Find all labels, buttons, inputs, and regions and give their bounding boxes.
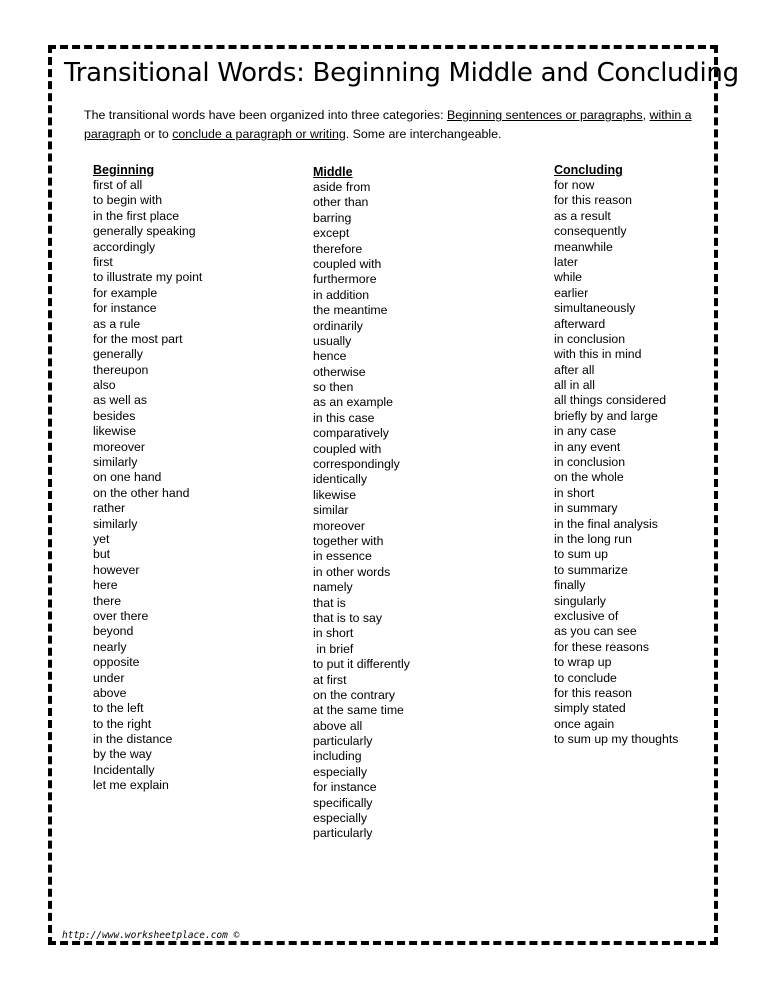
list-item: after all (554, 362, 595, 377)
list-item: to sum up (554, 547, 608, 562)
list-item: on the contrary (313, 687, 396, 702)
list-item: generally speaking (93, 224, 196, 239)
list-item: simply stated (554, 701, 626, 716)
list-item: briefly by and large (554, 408, 658, 423)
list-item: under (93, 670, 125, 685)
list-item: barring (313, 210, 352, 225)
list-item: simultaneously (554, 301, 636, 316)
list-item: first (93, 254, 113, 269)
list-item: to summarize (554, 562, 628, 577)
list-item: rather (93, 501, 126, 516)
list-item: exclusive of (554, 608, 619, 623)
list-item: otherwise (313, 364, 366, 379)
list-item: let me explain (93, 778, 169, 793)
list-item: aside from (313, 180, 371, 194)
list-item: generally (93, 347, 143, 362)
list-item: to sum up my thoughts (554, 732, 679, 747)
intro-underlined-concluding: conclude a paragraph or writing (172, 127, 346, 141)
list-item: above all (313, 718, 363, 733)
list-item: to the right (93, 716, 152, 731)
concluding-heading: Concluding (554, 163, 623, 177)
list-item: singularly (554, 593, 606, 608)
list-item: as you can see (554, 624, 637, 639)
list-item: all in all (554, 378, 596, 393)
list-item: with this in mind (554, 347, 642, 362)
list-item: there (93, 593, 122, 608)
list-item: but (93, 547, 111, 562)
beginning-word-list (93, 178, 313, 794)
list-item: as a rule (93, 316, 141, 331)
intro-text: . Some are interchangeable. (345, 127, 502, 141)
list-item: Incidentally (93, 762, 155, 777)
list-item: especially (313, 764, 367, 779)
concluding-column (554, 162, 768, 747)
list-item: at the same time (313, 703, 404, 718)
list-item: in brief (313, 641, 354, 656)
list-item: particularly (313, 826, 373, 841)
list-item: for now (554, 178, 595, 192)
list-item: opposite (93, 655, 140, 670)
list-item: coupled with (313, 441, 382, 456)
list-item: to begin with (93, 193, 163, 208)
list-item: for example (93, 285, 158, 300)
list-item: yet (93, 531, 110, 546)
list-item: in the final analysis (554, 516, 658, 531)
list-item: also (93, 378, 116, 393)
list-item: in this case (313, 410, 375, 425)
list-item: for instance (93, 301, 157, 316)
list-item: correspondingly (313, 457, 400, 472)
list-item: to illustrate my point (93, 270, 203, 285)
list-item: thereupon (93, 362, 149, 377)
list-item: on the other hand (93, 485, 190, 500)
intro-underlined-beginning: Beginning sentences or paragraphs (447, 108, 643, 122)
intro-paragraph (84, 106, 704, 144)
list-item: in any case (554, 424, 617, 439)
intro-underlined-middle: within a paragraph (84, 108, 692, 141)
list-item: as a result (554, 208, 611, 223)
list-item: coupled with (313, 256, 382, 271)
intro-text: , (642, 108, 650, 122)
list-item: in conclusion (554, 331, 626, 346)
list-item: at first (313, 672, 347, 687)
list-item: to conclude (554, 670, 617, 685)
list-item: other than (313, 195, 369, 210)
list-item: here (93, 578, 118, 593)
middle-word-list (313, 180, 533, 842)
list-item: for instance (313, 780, 377, 795)
concluding-word-list (554, 178, 768, 747)
list-item: besides (93, 408, 136, 423)
list-item: specifically (313, 795, 373, 810)
middle-column (313, 164, 533, 842)
list-item: while (554, 270, 583, 285)
list-item: accordingly (93, 239, 156, 254)
list-item: in the long run (554, 531, 632, 546)
list-item: namely (313, 580, 353, 595)
list-item: in any event (554, 439, 621, 454)
list-item: for this reason (554, 685, 632, 700)
list-item: once again (554, 716, 615, 731)
list-item: above (93, 685, 127, 700)
list-item: earlier (554, 285, 589, 300)
list-item: first of all (93, 178, 143, 192)
list-item: afterward (554, 316, 606, 331)
list-item: in the distance (93, 732, 173, 747)
list-item: to wrap up (554, 655, 612, 670)
list-item: on one hand (93, 470, 162, 485)
list-item: for these reasons (554, 639, 650, 654)
list-item: similarly (93, 455, 138, 470)
list-item: likewise (313, 487, 357, 502)
list-item: nearly (93, 639, 127, 654)
list-item: furthermore (313, 272, 377, 287)
list-item: as an example (313, 395, 393, 410)
list-item: moreover (93, 439, 145, 454)
list-item: as well as (93, 393, 147, 408)
list-item: comparatively (313, 426, 389, 441)
footer-url: http://www.worksheetplace.com © (62, 930, 240, 941)
list-item: similar (313, 503, 349, 518)
list-item: over there (93, 608, 149, 623)
list-item: for the most part (93, 331, 183, 346)
intro-text: or to (140, 127, 173, 141)
list-item: including (313, 749, 362, 764)
list-item: the meantime (313, 303, 388, 318)
list-item: on the whole (554, 470, 624, 485)
list-item: later (554, 254, 578, 269)
list-item: in the first place (93, 208, 180, 223)
list-item: in short (554, 485, 595, 500)
list-item: in other words (313, 564, 391, 579)
list-item: to put it differently (313, 657, 410, 672)
middle-heading: Middle (313, 165, 353, 179)
list-item: especially (313, 811, 367, 826)
list-item: likewise (93, 424, 137, 439)
list-item: hence (313, 349, 347, 364)
list-item: therefore (313, 241, 363, 256)
list-item: for this reason (554, 193, 632, 208)
list-item: so then (313, 380, 354, 395)
list-item: to the left (93, 701, 144, 716)
beginning-column (93, 162, 313, 794)
list-item: all things considered (554, 393, 667, 408)
list-item: in addition (313, 287, 370, 302)
list-item: consequently (554, 224, 627, 239)
list-item: similarly (93, 516, 138, 531)
list-item: particularly (313, 734, 373, 749)
list-item: in summary (554, 501, 618, 516)
list-item: beyond (93, 624, 134, 639)
list-item: finally (554, 578, 586, 593)
list-item: that is to say (313, 610, 383, 625)
beginning-heading: Beginning (93, 163, 155, 177)
list-item: in essence (313, 549, 372, 564)
list-item: in conclusion (554, 455, 626, 470)
list-item: meanwhile (554, 239, 613, 254)
list-item: usually (313, 333, 352, 348)
list-item: moreover (313, 518, 365, 533)
intro-text: The transitional words have been organized into three categories: (84, 108, 447, 122)
list-item: by the way (93, 747, 152, 762)
list-item: that is (313, 595, 346, 610)
list-item: however (93, 562, 140, 577)
list-item: except (313, 226, 350, 241)
page-title: Transitional Words: Beginning Middle and Concluding (64, 58, 739, 88)
list-item: identically (313, 472, 367, 487)
list-item: together with (313, 533, 384, 548)
list-item: ordinarily (313, 318, 363, 333)
list-item: in short (313, 626, 354, 641)
